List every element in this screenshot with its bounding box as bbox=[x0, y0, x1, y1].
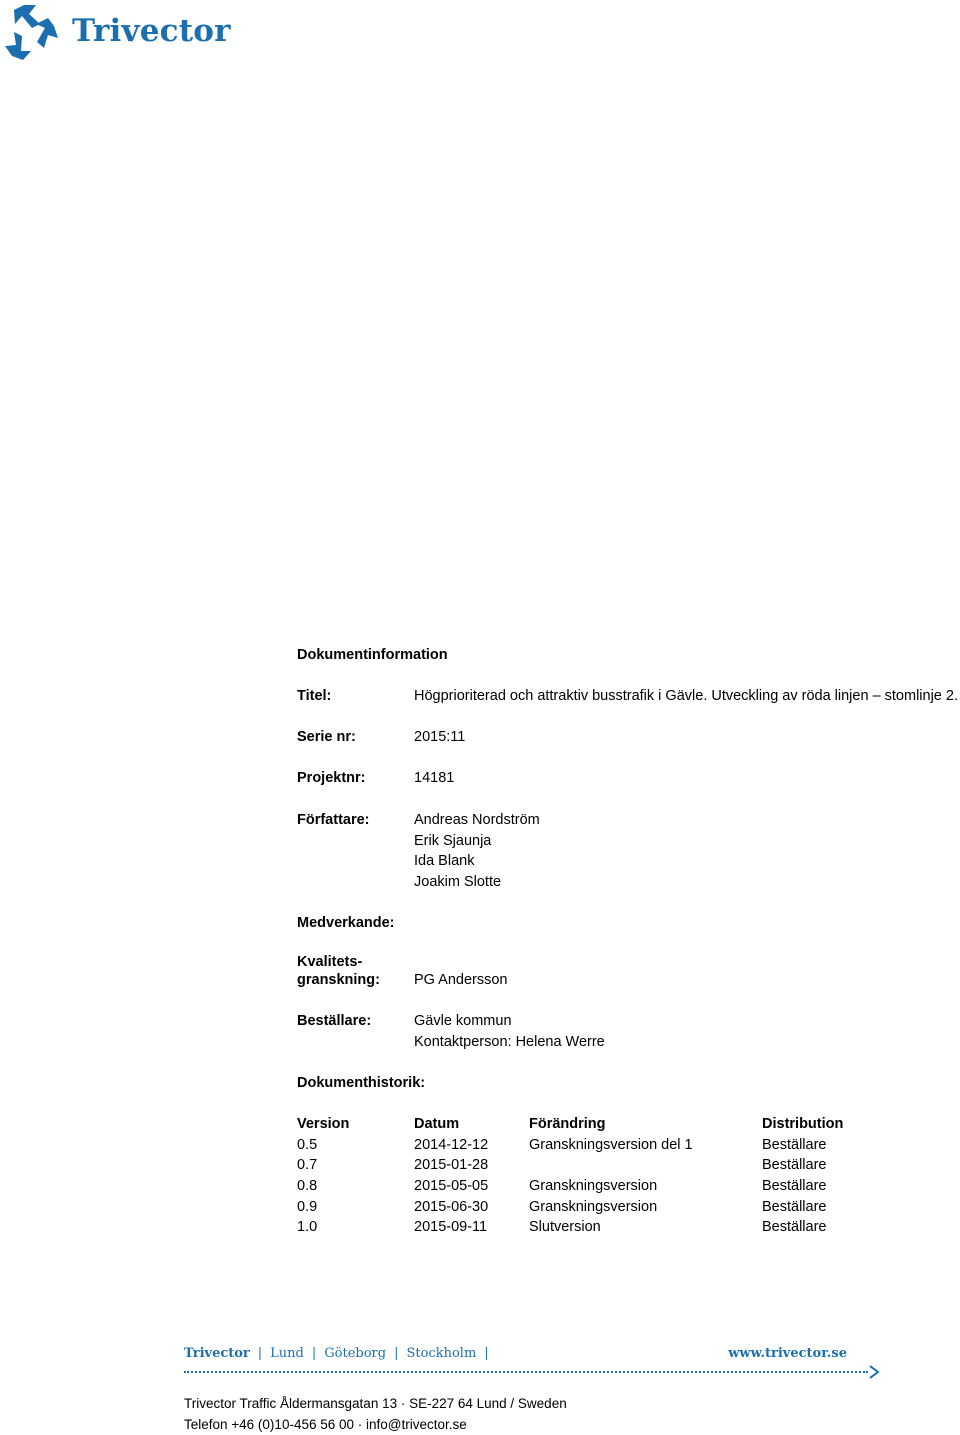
col-date: Datum bbox=[414, 1116, 460, 1132]
series-label: Serie nr: bbox=[297, 729, 356, 745]
nav-separator: | bbox=[394, 1345, 399, 1361]
client-name: Gävle kommun bbox=[414, 1013, 512, 1029]
history-heading-text: Dokumenthistorik: bbox=[297, 1075, 426, 1091]
qa-value: PG Andersson bbox=[414, 972, 508, 988]
author-name: Andreas Nordström bbox=[414, 812, 540, 828]
cell-distribution: Beställare bbox=[762, 1157, 827, 1174]
footer-contact: Telefon +46 (0)10-456 56 00 · info@trivector.se bbox=[184, 1417, 467, 1432]
cell-distribution: Beställare bbox=[762, 1178, 827, 1195]
nav-separator: | bbox=[257, 1345, 263, 1361]
cell-distribution: Beställare bbox=[762, 1219, 827, 1236]
cell-change: Granskningsversion del 1 bbox=[529, 1136, 693, 1153]
cell-date: 2014-12-12 bbox=[414, 1136, 489, 1153]
contributors-label: Medverkande: bbox=[297, 915, 395, 931]
header-logo bbox=[2, 2, 231, 60]
footer-brand: Trivector bbox=[184, 1345, 250, 1361]
cell-distribution: Beställare bbox=[762, 1136, 827, 1153]
cell-version: 0.8 bbox=[297, 1178, 318, 1195]
nav-separator: | bbox=[311, 1345, 317, 1361]
cell-version: 0.9 bbox=[297, 1198, 318, 1215]
table-row bbox=[297, 1217, 937, 1238]
author-name: Erik Sjaunja bbox=[414, 832, 492, 849]
footer-office-lund[interactable]: Lund bbox=[270, 1345, 304, 1361]
footer-office-stockholm[interactable]: Stockholm bbox=[406, 1345, 477, 1361]
authors-label: Författare: bbox=[297, 812, 370, 828]
cell-version: 1.0 bbox=[297, 1219, 318, 1236]
qa-label bbox=[297, 953, 380, 989]
table-row bbox=[297, 1197, 937, 1218]
history-heading bbox=[297, 1073, 425, 1093]
chevron-right-icon bbox=[867, 1364, 881, 1380]
table-row bbox=[297, 1135, 937, 1156]
table-row bbox=[297, 1155, 937, 1176]
client-value bbox=[414, 1011, 605, 1052]
project-label: Projektnr: bbox=[297, 770, 366, 786]
project-value: 14181 bbox=[414, 770, 455, 786]
table-row bbox=[297, 1176, 937, 1197]
cell-change: Granskningsversion bbox=[529, 1198, 658, 1215]
cell-date: 2015-01-28 bbox=[414, 1157, 489, 1174]
cell-date: 2015-05-05 bbox=[414, 1178, 489, 1195]
footer-office-goteborg[interactable]: Göteborg bbox=[324, 1345, 387, 1361]
title-label: Titel: bbox=[297, 688, 332, 704]
cell-date: 2015-09-11 bbox=[414, 1219, 488, 1236]
history-header-row bbox=[297, 1114, 937, 1135]
col-change: Förändring bbox=[529, 1116, 606, 1132]
cell-change: Granskningsversion bbox=[529, 1178, 658, 1195]
triangular-arrows-logo-icon bbox=[2, 2, 60, 60]
qa-label-line2: granskning: bbox=[297, 972, 380, 988]
footer-nav bbox=[184, 1340, 497, 1366]
author-name: Ida Blank bbox=[414, 853, 475, 870]
client-label: Beställare: bbox=[297, 1013, 372, 1029]
title-value: Högprioriterad och attraktiv busstrafik i Gävle. Utveckling av röda linjen – stomlinje 2. bbox=[414, 688, 958, 704]
brand-name: Trivector bbox=[72, 13, 231, 49]
footer-website[interactable]: www.trivector.se bbox=[728, 1345, 847, 1361]
cell-date: 2015-06-30 bbox=[414, 1198, 489, 1215]
author-name: Joakim Slotte bbox=[414, 874, 502, 891]
history-table bbox=[297, 1114, 937, 1238]
cell-change: Slutversion bbox=[529, 1219, 601, 1236]
col-version: Version bbox=[297, 1116, 350, 1132]
client-contact: Kontaktperson: Helena Werre bbox=[414, 1033, 605, 1050]
cell-version: 0.5 bbox=[297, 1136, 318, 1153]
cell-version: 0.7 bbox=[297, 1157, 318, 1174]
footer-address: Trivector Traffic Åldermansgatan 13 · SE-227 64 Lund / Sweden bbox=[184, 1396, 567, 1411]
col-distribution: Distribution bbox=[762, 1116, 844, 1132]
authors-list bbox=[414, 810, 540, 893]
qa-label-line1: Kvalitets- bbox=[297, 954, 363, 970]
doc-info-heading: Dokumentinformation bbox=[297, 647, 448, 663]
footer-dotted-rule bbox=[184, 1371, 868, 1373]
nav-separator: | bbox=[484, 1345, 489, 1361]
cell-distribution: Beställare bbox=[762, 1198, 827, 1215]
series-value: 2015:11 bbox=[414, 729, 466, 745]
